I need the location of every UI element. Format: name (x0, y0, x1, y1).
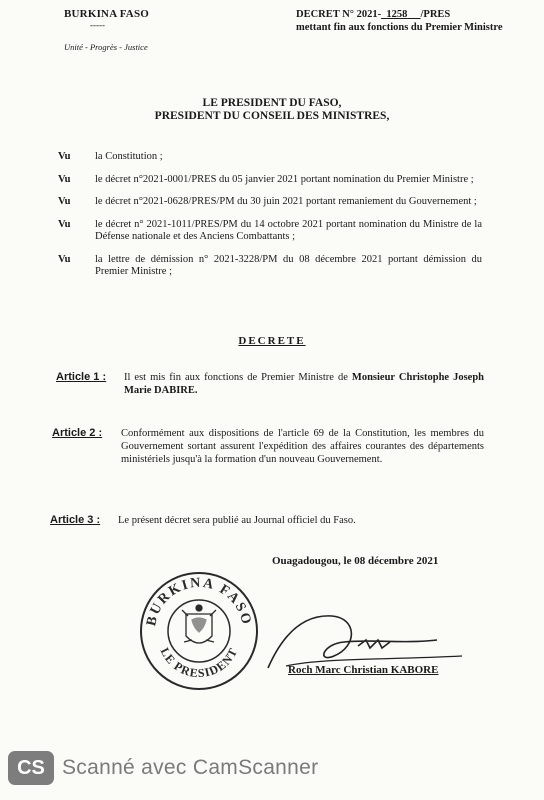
article-1 (56, 371, 484, 397)
article-text: Le présent décret sera publié au Journal officiel du Faso. (118, 515, 356, 526)
svg-text:LE PRESIDENT: LE PRESIDENT (157, 645, 241, 681)
page-title (0, 97, 544, 123)
camscanner-logo: CS (8, 751, 54, 785)
presidential-seal-stamp (138, 570, 260, 692)
signer-name: Roch Marc Christian KABORE (288, 664, 439, 676)
national-motto: Unité - Progrès - Justice (64, 42, 148, 52)
list-item (58, 219, 482, 244)
vu-mark: Vu (58, 173, 71, 185)
considerations-list (58, 151, 482, 289)
consideration-text: la Constitution ; (95, 151, 163, 162)
named-person: Monsieur Christophe Joseph Marie DABIRE. (124, 372, 484, 396)
decree-reference (296, 8, 506, 34)
list-item (58, 196, 482, 209)
article-label: Article 3 : (50, 514, 101, 526)
separator: ----- (90, 20, 105, 30)
vu-mark: Vu (58, 196, 71, 207)
decrete-heading: DECRETE (238, 335, 306, 347)
article-label: Article 2 : (52, 427, 103, 439)
consideration-text: le décret n°2021-0628/PRES/PM du 30 juin 2021 portant remaniement du Gouvernement ; (95, 196, 477, 207)
vu-mark: Vu (58, 151, 71, 162)
svg-text:BURKINA FASO: BURKINA FASO (144, 575, 254, 628)
article-text: Conformément aux dispositions de l'article 69 de la Constitution, les membres du Gouvernement sortant assurent l'expédition des affaires courantes des départements ministériels jusqu'à la formation d'un nouveau Gouvernement. (121, 428, 484, 465)
decree-suffix: /PRES (420, 9, 451, 20)
article-text: Il est mis fin aux fonctions de Premier Ministre de Monsieur Christophe Joseph Marie DABIRE. (124, 372, 484, 396)
decree-prefix: DECRET N° 2021- (296, 9, 382, 20)
vu-mark: Vu (58, 253, 71, 265)
article-2 (52, 427, 484, 466)
decree-number: 1258 (386, 9, 408, 20)
decree-number-line (296, 8, 506, 21)
list-item (58, 174, 482, 187)
consideration-text: le décret n° 2021-1011/PRES/PM du 14 octobre 2021 portant nomination du Ministre de la Défense nationale et des Anciens Combattants ; (95, 218, 482, 242)
list-item (58, 254, 482, 279)
list-item (58, 151, 482, 164)
vu-mark: Vu (58, 218, 71, 230)
decree-subject: mettant fin aux fonctions du Premier Ministre (296, 22, 503, 33)
consideration-text: le décret n°2021-0001/PRES du 05 janvier 2021 portant nomination du Premier Ministre ; (95, 173, 474, 185)
coat-of-arms-icon (182, 605, 216, 643)
article-3 (50, 514, 470, 527)
place-date: Ouagadougou, le 08 décembre 2021 (272, 555, 439, 567)
article-label: Article 1 : (56, 371, 107, 383)
title-line-1: LE PRESIDENT DU FASO, (202, 97, 342, 109)
country-name: BURKINA FASO (64, 8, 150, 20)
consideration-text: la lettre de démission n° 2021-3228/PM du 08 décembre 2021 portant démission du Premier Ministre ; (95, 253, 482, 277)
camscanner-watermark-text: Scanné avec CamScanner (62, 756, 319, 779)
issuer-block (64, 8, 184, 52)
title-line-2: PRESIDENT DU CONSEIL DES MINISTRES, (154, 110, 390, 122)
